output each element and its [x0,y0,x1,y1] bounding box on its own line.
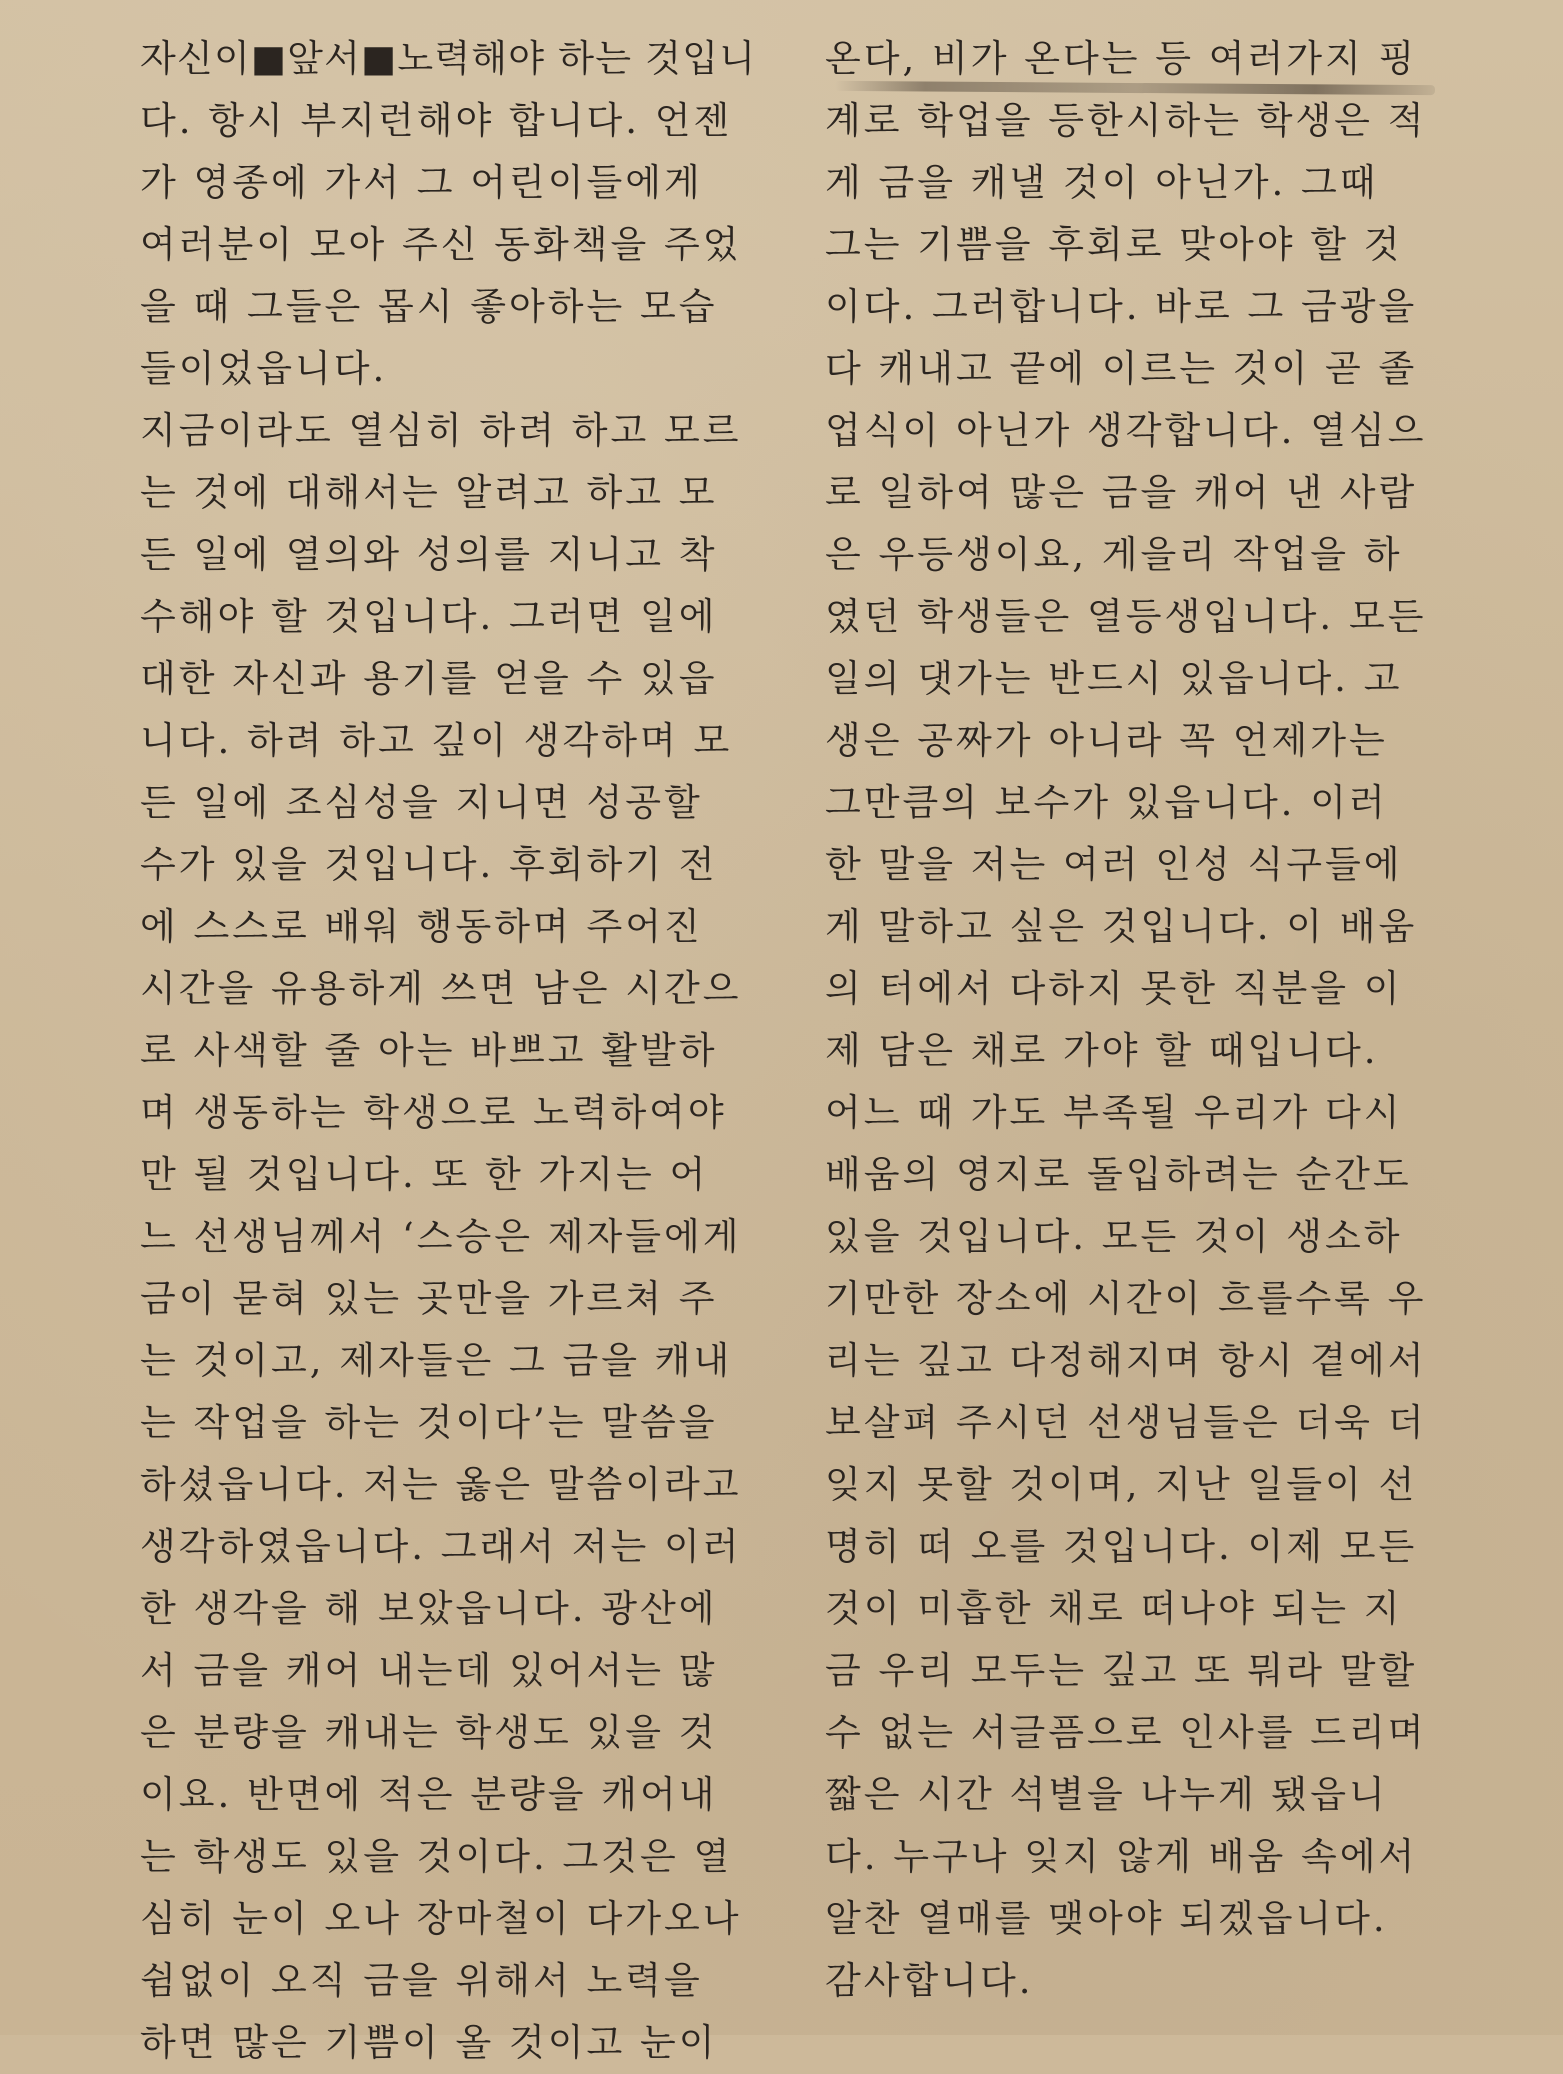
left-column-line: 들이었읍니다. [140,347,388,390]
left-column-line: 서 금을 캐어 내는데 있어서는 많 [140,1649,718,1692]
right-column-line: 제 담은 채로 가야 할 때입니다. [825,1029,1379,1072]
right-column-line: 보살펴 주시던 선생님들은 더욱 더 [825,1401,1427,1444]
right-column-line: 금 우리 모두는 깊고 또 뭐라 말할 [825,1649,1418,1692]
right-column-line: 일의 댓가는 반드시 있읍니다. 고 [825,657,1403,700]
right-column-line: 알찬 열매를 맺아야 되겠읍니다. [825,1897,1388,1940]
left-column-line: 다. 항시 부지런해야 합니다. 언젠 [140,99,733,142]
right-column-line: 게 금을 캐낼 것이 아닌가. 그때 [825,161,1379,204]
left-column-line: 며 생동하는 학생으로 노력하여야 [140,1091,727,1134]
right-column-line: 그는 기쁨을 후회로 맞아야 할 것 [825,223,1403,266]
left-column-line: 이요. 반면에 적은 분량을 캐어내 [140,1773,718,1816]
right-column-line: 였던 학생들은 열등생입니다. 모든 [825,595,1427,638]
left-column-line: 든 일에 열의와 성의를 지니고 착 [140,533,718,576]
right-column-line: 의 터에서 다하지 못한 직분을 이 [825,967,1403,1010]
left-text-column [140,28,760,2074]
right-column-line: 이다. 그러합니다. 바로 그 금광을 [825,285,1418,328]
right-column-line: 명히 떠 오를 것입니다. 이제 모든 [825,1525,1418,1568]
left-column-line: 시간을 유용하게 쓰면 남은 시간으 [140,967,742,1010]
left-column-line: 을 때 그들은 몹시 좋아하는 모습 [140,285,718,328]
left-column-line: 는 것에 대해서는 알려고 하고 모 [140,471,718,514]
left-column-line: 쉼없이 오직 금을 위해서 노력을 [140,1959,703,2002]
right-column-line: 짧은 시간 석별을 나누게 됐읍니 [825,1773,1388,1816]
left-column-line: 수해야 할 것입니다. 그러면 일에 [140,595,718,638]
right-column-line: 리는 깊고 다정해지며 항시 곁에서 [825,1339,1427,1382]
right-column-line: 수 없는 서글픔으로 인사를 드리며 [825,1711,1427,1754]
left-column-line: 에 스스로 배워 행동하며 주어진 [140,905,703,948]
left-column-line: 하면 많은 기쁨이 올 것이고 눈이 [140,2021,718,2064]
right-column-line: 로 일하여 많은 금을 캐어 낸 사람 [825,471,1418,514]
left-column-line: 는 것이고, 제자들은 그 금을 캐내 [140,1339,733,1382]
right-column-line: 것이 미흡한 채로 떠나야 되는 지 [825,1587,1403,1630]
left-column-line: 지금이라도 열심히 하려 하고 모르 [140,409,742,452]
left-column-line: 는 작업을 하는 것이다’는 말씀을 [140,1401,718,1444]
left-column-line: 심히 눈이 오나 장마철이 다가오나 [140,1897,742,1940]
left-column-line: 느 선생님께서 ‘스승은 제자들에게 [140,1215,742,1258]
right-column-line: 게 말하고 싶은 것입니다. 이 배움 [825,905,1418,948]
left-column-line: 생각하였읍니다. 그래서 저는 이러 [140,1525,742,1568]
right-column-line: 다 캐내고 끝에 이르는 것이 곧 졸 [825,347,1418,390]
left-column-line: 여러분이 모아 주신 동화책을 주었 [140,223,742,266]
right-column-line: 그만큼의 보수가 있읍니다. 이러 [825,781,1388,824]
left-column-line: 대한 자신과 용기를 얻을 수 있읍 [140,657,718,700]
right-column-line: 어느 때 가도 부족될 우리가 다시 [825,1091,1403,1134]
left-column-line: 니다. 하려 하고 깊이 생각하며 모 [140,719,733,762]
left-column-line: 금이 묻혀 있는 곳만을 가르쳐 주 [140,1277,718,1320]
right-column-line: 한 말을 저는 여러 인성 식구들에 [825,843,1403,886]
right-column-line: 기만한 장소에 시간이 흐를수록 우 [825,1277,1427,1320]
right-column-line: 은 우등생이요, 게을리 작업을 하 [825,533,1403,576]
left-column-line: 자신이■앞서■노력해야 하는 것입니 [140,37,757,80]
right-column-line: 다. 누구나 잊지 않게 배움 속에서 [825,1835,1418,1878]
right-column-line: 생은 공짜가 아니라 꼭 언제가는 [825,719,1388,762]
left-column-line: 는 학생도 있을 것이다. 그것은 열 [140,1835,733,1878]
left-column-line: 만 될 것입니다. 또 한 가지는 어 [140,1153,709,1196]
right-column-line: 업식이 아닌가 생각합니다. 열심으 [825,409,1427,452]
left-column-line: 하셨읍니다. 저는 옳은 말씀이라고 [140,1463,742,1506]
left-column-line: 한 생각을 해 보았읍니다. 광산에 [140,1587,718,1630]
right-column-line: 있을 것입니다. 모든 것이 생소하 [825,1215,1403,1258]
left-column-line: 수가 있을 것입니다. 후회하기 전 [140,843,718,886]
right-text-column [825,28,1445,2012]
left-column-line: 가 영종에 가서 그 어린이들에게 [140,161,703,204]
right-column-line: 계로 학업을 등한시하는 학생은 적 [825,99,1427,142]
left-column-line: 로 사색할 줄 아는 바쁘고 활발하 [140,1029,718,1072]
right-column-line: 잊지 못할 것이며, 지난 일들이 선 [825,1463,1418,1506]
right-column-line: 온다, 비가 온다는 등 여러가지 핑 [825,37,1418,80]
left-column-line: 든 일에 조심성을 지니면 성공할 [140,781,703,824]
right-column-line: 감사합니다. [825,1959,1034,2002]
right-column-line: 배움의 영지로 돌입하려는 순간도 [825,1153,1412,1196]
left-column-line: 은 분량을 캐내는 학생도 있을 것 [140,1711,718,1754]
